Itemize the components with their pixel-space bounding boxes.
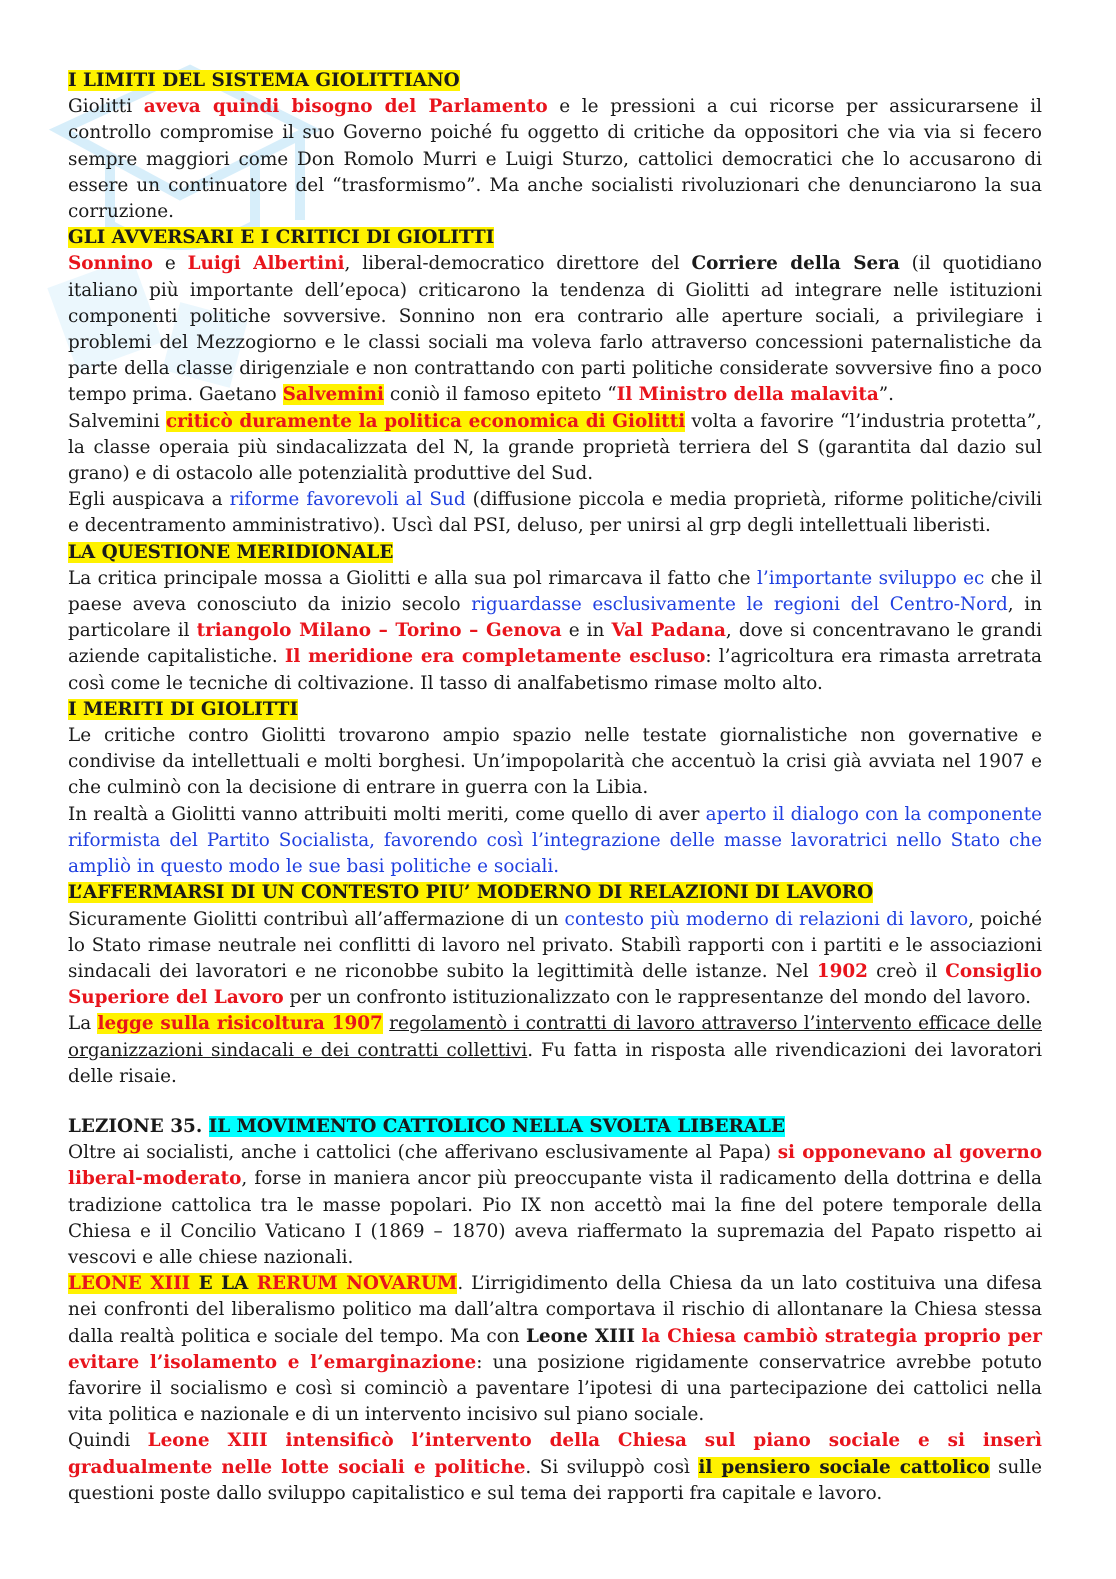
paragraph: Sonnino e Luigi Albertini, liberal-democratico direttore del Corriere della Sera (il quotidiano italiano più importante dell’epoca) criticarono la tendenza di Giolitti ad integrare nelle istituzioni componenti politiche sovversive. Sonnino non era contrario alle aperture sociali, a privilegiare i problemi del Mezzogiorno e le classi sociali ma voleva farlo attraverso concessioni paternalistiche da parte della classe dirigenziale e non contrattando con parti politiche considerate sovversive fino a poco tempo prima. Gaetano Salvemini coniò il famoso epiteto “Il Ministro della malavita”. (68, 253, 1042, 406)
paragraph: In realtà a Giolitti vanno attribuiti molti meriti, come quello di aver aperto il dialogo con la componente riformista del Partito Socialista, favorendo così l’integrazione delle masse lavoratrici nello Stato che ampliò in questo modo le sue basi politiche e sociali. (68, 803, 1042, 878)
lesson-title: IL MOVIMENTO CATTOLICO NELLA SVOLTA LIBERALE (208, 1115, 785, 1137)
section-title-questione-meridionale: LA QUESTIONE MERIDIONALE (68, 541, 394, 563)
paragraph: Quindi Leone XIII intensificò l’intervento della Chiesa sul piano sociale e si inserì gradualmente nelle lotte sociali e politiche. Si sviluppò così il pensiero sociale cattolico sulle questioni poste dallo sviluppo capitalistico e sul tema dei rapporti fra capitale e lavoro. (68, 1430, 1042, 1504)
paragraph: La legge sulla risicoltura 1907 regolamentò i contratti di lavoro attraverso l’intervento efficace delle organizzazioni sindacali e dei contratti collettivi. Fu fatta in risposta alle rivendicazioni dei lavoratori delle risaie. (68, 1013, 1042, 1087)
paragraph: Salvemini criticò duramente la politica economica di Giolitti volta a favorire “l’industria protetta”, la classe operaia più sindacalizzata del N, la grande proprietà terriera del S (garantita dal dazio sul grano) e di ostacolo alle potenzialità produttive del Sud. (68, 410, 1042, 485)
document-body (68, 68, 1042, 1507)
section-title-contesto-moderno: L’AFFERMARSI DI UN CONTESTO PIU’ MODERNO DI RELAZIONI DI LAVORO (68, 882, 874, 904)
paragraph: Egli auspicava a riforme favorevoli al Sud (diffusione piccola e media proprietà, riforme politiche/civili e decentramento amministrativo). Uscì dal PSI, deluso, per unirsi al grp degli intellettuali liberisti. (68, 489, 1042, 537)
paragraph: Oltre ai socialisti, anche i cattolici (che afferivano esclusivamente al Papa) si opponevano al governo liberal-moderato, forse in maniera ancor più preoccupante vista il radicamento della dottrina e della tradizione cattolica tra le masse popolari. Pio IX non accettò mai la fine del potere temporale della Chiesa e il Concilio Vaticano I (1869 – 1870) aveva riaffermato la supremazia del Papato rispetto ai vescovi e alle chiese nazionali. (68, 1142, 1042, 1268)
paragraph: Sicuramente Giolitti contribuì all’affermazione di un contesto più moderno di relazioni di lavoro, poiché lo Stato rimase neutrale nei conflitti di lavoro nel privato. Stabilì rapporti con i partiti e le associazioni sindacali dei lavoratori e ne riconobbe subito la legittimità delle istanze. Nel 1902 creò il Consiglio Superiore del Lavoro per un confronto istituzionalizzato con le rappresentanze del mondo del lavoro. (68, 908, 1043, 1009)
paragraph: La critica principale mossa a Giolitti e alla sua pol rimarcava il fatto che l’importante sviluppo ec che il paese aveva conosciuto da inizio secolo riguardasse esclusivamente le regioni del Centro-Nord, in particolare il triangolo Milano – Torino – Genova e in Val Padana, dove si concentravano le grandi aziende capitalistiche. Il meridione era completamente escluso: l’agricoltura era rimasta arretrata così come le tecniche di coltivazione. Il tasso di analfabetismo rimase molto alto. (68, 567, 1043, 694)
section-title-meriti: I MERITI DI GIOLITTI (68, 698, 299, 720)
paragraph: LEONE XIII E LA RERUM NOVARUM. L’irrigidimento della Chiesa da un lato costituiva una difesa nei confronti del liberalismo politico ma dall’altra comportava il rischio di allontanare la Chiesa stessa dalla realtà politica e sociale del tempo. Ma con Leone XIII la Chiesa cambiò strategia proprio per evitare l’isolamento e l’emarginazione: una posizione rigidamente conservatrice avrebbe potuto favorire il socialismo e così si cominciò a paventare l’ipotesi di una partecipazione dei cattolici nella vita politica e nazionale e di un intervento incisivo sul piano sociale. (68, 1273, 1043, 1426)
paragraph: Giolitti aveva quindi bisogno del Parlamento e le pressioni a cui ricorse per assicurarsene il controllo compromise il suo Governo poiché fu oggetto di critiche da oppositori che via via si fecero sempre maggiori come Don Romolo Murri e Luigi Sturzo, cattolici democratici che lo accusarono di essere un continuatore del “trasformismo”. Ma anche socialisti rivoluzionari che denunciarono la sua corruzione. (68, 96, 1043, 223)
section-title-limiti: I LIMITI DEL SISTEMA GIOLITTIANO (68, 70, 460, 91)
lesson-heading: LEZIONE 35. IL MOVIMENTO CATTOLICO NELLA SVOLTA LIBERALE (68, 1115, 785, 1137)
section-title-avversari: GLI AVVERSARI E I CRITICI DI GIOLITTI (68, 227, 495, 249)
paragraph: Le critiche contro Giolitti trovarono ampio spazio nelle testate giornalistiche non governative e condivise da intellettuali e molti borghesi. Un’impopolarità che accentuò la crisi già avviata nel 1907 e che culminò con la decisione di entrare in guerra con la Libia. (68, 725, 1042, 799)
